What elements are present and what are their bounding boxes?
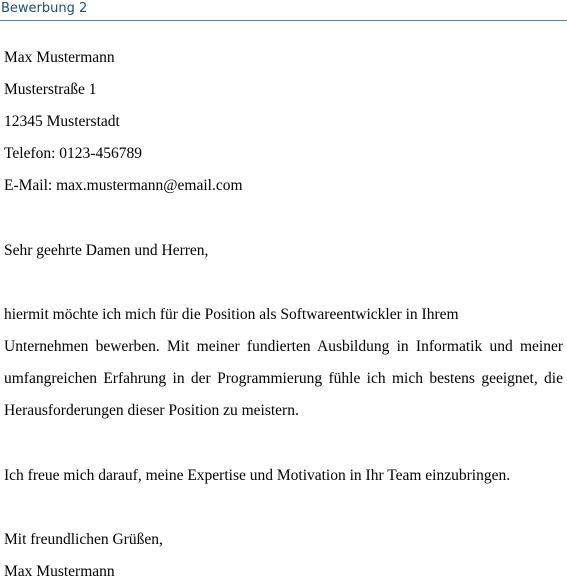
header-divider <box>0 20 567 21</box>
sender-name: Max Mustermann <box>4 49 115 66</box>
closing: Mit freundlichen Grüßen, <box>4 531 163 548</box>
page-header <box>0 0 567 22</box>
sender-city: 12345 Musterstadt <box>4 113 120 130</box>
sender-phone: Telefon: 0123-456789 <box>4 145 142 162</box>
paragraph-line: umfangreichen Erfahrung in der Programmierung fühle ich mich bestens geeignet, die <box>4 370 563 387</box>
paragraph-line: hiermit möchte ich mich für die Position als Softwareentwickler in Ihrem <box>4 306 459 323</box>
sender-email: E-Mail: max.mustermann@email.com <box>4 177 243 194</box>
salutation: Sehr geehrte Damen und Herren, <box>4 242 209 259</box>
signature-name: Max Mustermann <box>4 563 115 580</box>
body-paragraph-2: Ich freue mich darauf, meine Expertise und Motivation in Ihr Team einzubringen. <box>4 467 511 484</box>
paragraph-line: Herausforderungen dieser Position zu meistern. <box>4 402 299 419</box>
header-title: Bewerbung 2 <box>1 1 88 16</box>
sender-street: Musterstraße 1 <box>4 81 97 98</box>
paragraph-line: Unternehmen bewerben. Mit meiner fundierten Ausbildung in Informatik und meiner <box>4 338 563 355</box>
